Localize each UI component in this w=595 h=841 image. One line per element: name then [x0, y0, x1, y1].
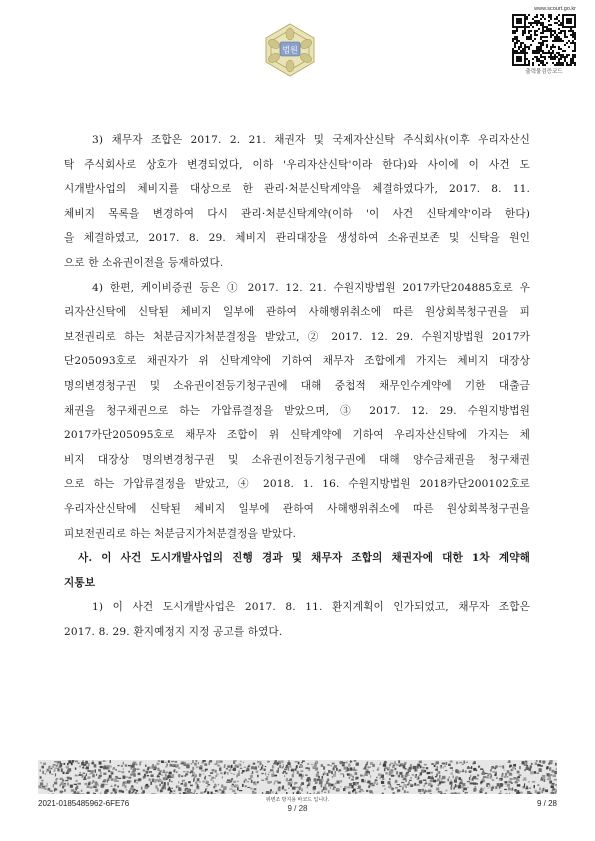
text-line: 4) 한편, 케이비증권 등은 ① 2017. 12. 21. 수원지방법원 2017카단204885호로 우	[92, 281, 530, 294]
text-line: 피보전권리로 하는 처분금지가처분결정을 받았다.	[64, 527, 297, 540]
text-line: 으로 하는 가압류결정을 받았고, ④ 2018. 1. 16. 수원지방법원 2018카단200102호로	[64, 478, 530, 491]
text-line: 체비지 목록을 변경하여 다시 관리·처분신탁계약(이하 '이 사건 신탁계약'이라 한다)	[64, 207, 530, 220]
page-number-right: 9 / 28	[536, 799, 557, 808]
text-line: 탁 주식회사로 상호가 변경되었다, 이하 '우리자산신탁'이라 한다)와 사이에 이 사건 도	[64, 158, 530, 171]
text-line: 3) 채무자 조합은 2017. 2. 21. 채권자 및 국제자산신탁 주식회사(이후 우리자산신	[92, 134, 530, 146]
text-line: 명의변경청구권 및 소유권이전등기청구권에 대해 중첩적 채무인수계약에 기한 대출금	[64, 379, 530, 392]
heading-line: 사. 이 사건 도시개발사업의 진행 경과 및 채무자 조합의 채권자에 대한 1차 계약해	[78, 552, 530, 565]
seal-text: 법원	[282, 45, 298, 55]
text-line: 보전권리로 하는 처분금지가처분결정을 받았고, ② 2017. 12. 29. 수원지방법원 2017카	[64, 330, 530, 343]
verification-qr-code	[512, 14, 576, 66]
text-line: 1) 이 사건 도시개발사업은 2017. 8. 11. 환지계획이 인가되었고, 채무자 조합은	[92, 601, 530, 614]
text-line: 비지 대장상 명의변경청구권 및 소유권이전등기청구권에 대해 양수금채권을 청구채권	[64, 453, 530, 466]
text-line: 우리자산신탁에 신탁된 체비지 일부에 관하여 사해행위취소에 따른 원상회복청구권을	[64, 502, 530, 515]
text-line: 단205093호로 채권자가 위 신탁계약에 기하여 채무자 조합에게 가지는 체비지 대장상	[64, 355, 530, 368]
text-line: 채권을 청구채권으로 하는 가압류결정을 받았으며, ③ 2017. 12. 29. 수원지방법원	[64, 404, 530, 417]
qr-caption: 출력물검증코드	[525, 69, 563, 75]
verification-qr-block	[512, 6, 576, 75]
footer-center	[0, 797, 595, 814]
page-number-center: 9 / 28	[287, 804, 308, 813]
heading-line: 지통보	[64, 576, 96, 589]
document-id: 2021-0185485962-6FE76	[38, 799, 130, 808]
court-url: www.scourt.go.kr	[534, 6, 576, 12]
text-line: 을 체결하였고, 2017. 8. 29. 체비지 관리대장을 생성하여 소유권보존 및 신탁을 원인	[64, 232, 530, 245]
court-seal-logo	[262, 22, 318, 78]
document-body	[64, 128, 530, 644]
anti-forgery-barcode	[38, 760, 557, 794]
paragraph-1	[64, 595, 530, 644]
section-heading	[64, 546, 530, 595]
barcode-note: 위변조 방지용 바코드 입니다.	[265, 797, 330, 803]
paragraph-3	[64, 128, 530, 276]
text-line: 으로 한 소유권이전을 등재하였다.	[64, 256, 224, 269]
text-line: 2017카단205095호로 채무자 조합이 위 신탁계약에 기하여 우리자산신탁에 가지는 체	[64, 429, 530, 442]
text-line: 리자산신탁에 신탁된 체비지 일부에 관하여 사해행위취소에 따른 원상회복청구권을 피	[64, 306, 530, 319]
paragraph-4	[64, 276, 530, 547]
text-line: 시개발사업의 체비지를 대상으로 한 관리·처분신탁계약을 체결하였다가, 2017. 8. 11.	[64, 183, 530, 196]
text-line: 2017. 8. 29. 환지예정지 지정 공고를 하였다.	[64, 625, 283, 638]
